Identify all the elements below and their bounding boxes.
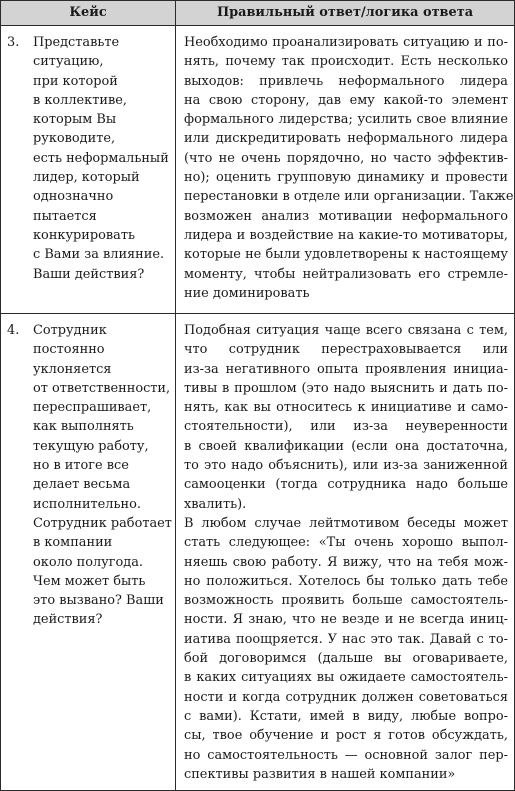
- text-line: нять, почему так происходит. Есть несколько: [184, 54, 508, 70]
- text-line: в коллективе,: [33, 92, 127, 108]
- table-header-row: [1, 1, 515, 26]
- text-line: но); оценить групповую динамику и провести: [184, 170, 508, 186]
- text-line: переспрашивает,: [33, 400, 152, 416]
- text-line: ситуацию,: [33, 54, 104, 70]
- text-line: около полугода.: [33, 554, 143, 570]
- text-line: но в итоге все: [33, 458, 129, 474]
- text-line: формального лидерства; усилить свое влияние: [184, 112, 508, 128]
- answer-text: [184, 33, 514, 303]
- text-line: Представьте: [33, 35, 120, 50]
- text-line: но самостоятельность — основной залог пер-: [184, 747, 508, 763]
- text-line: Сотрудник работает: [33, 515, 172, 531]
- text-line: есть неформальный: [33, 150, 169, 166]
- text-line: нять, как вы относитесь к инициативе и само-: [184, 400, 508, 416]
- text-line: или дискредитировать неформального лидера: [184, 131, 508, 147]
- text-line: няешь свою работу. Я вижу, что на тебя мож-: [184, 554, 508, 570]
- case-cell: [1, 26, 176, 314]
- text-line: из-за негативного опыта проявления инициа-: [184, 361, 508, 377]
- text-line: перестановки в отделе или организации. Также: [184, 189, 514, 205]
- header-case: Кейс: [1, 1, 176, 26]
- text-line: пытается: [33, 208, 97, 224]
- text-line: с вами). Кстати, имей в виду, любые вопро-: [184, 708, 508, 724]
- text-line: как выполнять: [33, 419, 134, 435]
- text-line: спективы развития в нашей компании»: [184, 766, 456, 782]
- text-line: что сотрудник перестраховывается или: [184, 342, 508, 358]
- text-line: возможность проявить больше самостоятель-: [184, 593, 508, 609]
- text-line: при которой: [33, 73, 118, 89]
- answer-cell: [176, 314, 515, 791]
- text-line: от ответственности,: [33, 380, 171, 396]
- text-line: (что не очень порядочно, но часто эффектив-: [184, 150, 508, 166]
- text-line: в каких ситуациях вы ожидаете самостоятель-: [184, 670, 508, 686]
- text-line: постоянно: [33, 342, 105, 358]
- text-line: исполнительно.: [33, 496, 141, 512]
- text-line: с Вами за влияние.: [33, 247, 165, 263]
- text-line: Подобная ситуация чаще всего связана с тем,: [184, 323, 508, 338]
- table-row: [1, 26, 515, 314]
- text-line: ности и когда сотрудник должен советоваться: [184, 689, 508, 705]
- text-line: это вызвано? Ваши: [33, 593, 164, 609]
- text-line: но положиться. Хотелось бы только дать тебе: [184, 573, 508, 589]
- text-line: ности. Я знаю, что не везде и не всегда иниц-: [184, 612, 508, 628]
- text-line: Необходимо проанализировать ситуацию и по-: [184, 35, 508, 50]
- text-line: то это надо объяснить), или из-за заниженной: [184, 458, 508, 474]
- text-line: стать следующее: «Ты очень хорошо выпол-: [184, 535, 508, 551]
- header-answer: Правильный ответ/логика ответа: [176, 1, 515, 26]
- text-line: лидера и воздействие на какие-то мотиваторы,: [184, 227, 508, 243]
- answer-cell: [176, 26, 515, 314]
- text-line: Сотрудник: [33, 323, 107, 338]
- text-line: Ваши действия?: [33, 266, 145, 282]
- case-cell: [1, 314, 176, 791]
- text-line: самооценки (тогда сотрудника надо больше: [184, 477, 508, 493]
- case-text: [33, 33, 171, 284]
- text-line: которым Вы: [33, 112, 117, 128]
- text-line: лидер, который: [33, 170, 140, 186]
- text-line: бой договоримся (дальше вы оговариваете,: [184, 651, 508, 667]
- text-line: моменту, чтобы нейтрализовать его стремле-: [184, 266, 508, 282]
- text-line: уклоняется: [33, 361, 112, 377]
- text-line: которые не были удовлетворены к настоящему: [184, 247, 508, 263]
- text-line: выходов: привлечь неформального лидера: [184, 73, 508, 89]
- text-line: конкурировать: [33, 227, 135, 243]
- text-line: руководите,: [33, 131, 116, 147]
- text-line: хвалить).: [184, 496, 247, 512]
- text-line: возможен анализ мотивации неформального: [184, 208, 508, 224]
- text-line: иатива поощряется. У нас это так. Давай с то-: [184, 631, 508, 647]
- case-text: [33, 321, 172, 630]
- text-line: делает весьма: [33, 477, 131, 493]
- text-line: стоятельности), или из-за неуверенности: [184, 419, 508, 435]
- text-line: в компании: [33, 535, 113, 551]
- text-line: на свою сторону, дав ему какой-то элемент: [184, 92, 508, 108]
- text-line: в своей квалификации (если она достаточна,: [184, 438, 508, 454]
- text-line: действия?: [33, 612, 103, 628]
- text-line: В любом случае лейтмотивом беседы может: [184, 515, 508, 531]
- table-row: [1, 314, 515, 791]
- case-number: 3.: [7, 35, 20, 50]
- text-line: Чем может быть: [33, 573, 146, 589]
- text-line: тивы в прошлом (это надо выяснить и дать по-: [184, 380, 508, 396]
- text-line: сы, твое обучение и рост я готов обсуждать,: [184, 728, 508, 744]
- answer-text: [184, 321, 508, 784]
- text-line: однозначно: [33, 189, 114, 205]
- case-number: 4.: [7, 323, 20, 338]
- text-line: текущую работу,: [33, 438, 149, 454]
- text-line: ние доминировать: [184, 285, 310, 301]
